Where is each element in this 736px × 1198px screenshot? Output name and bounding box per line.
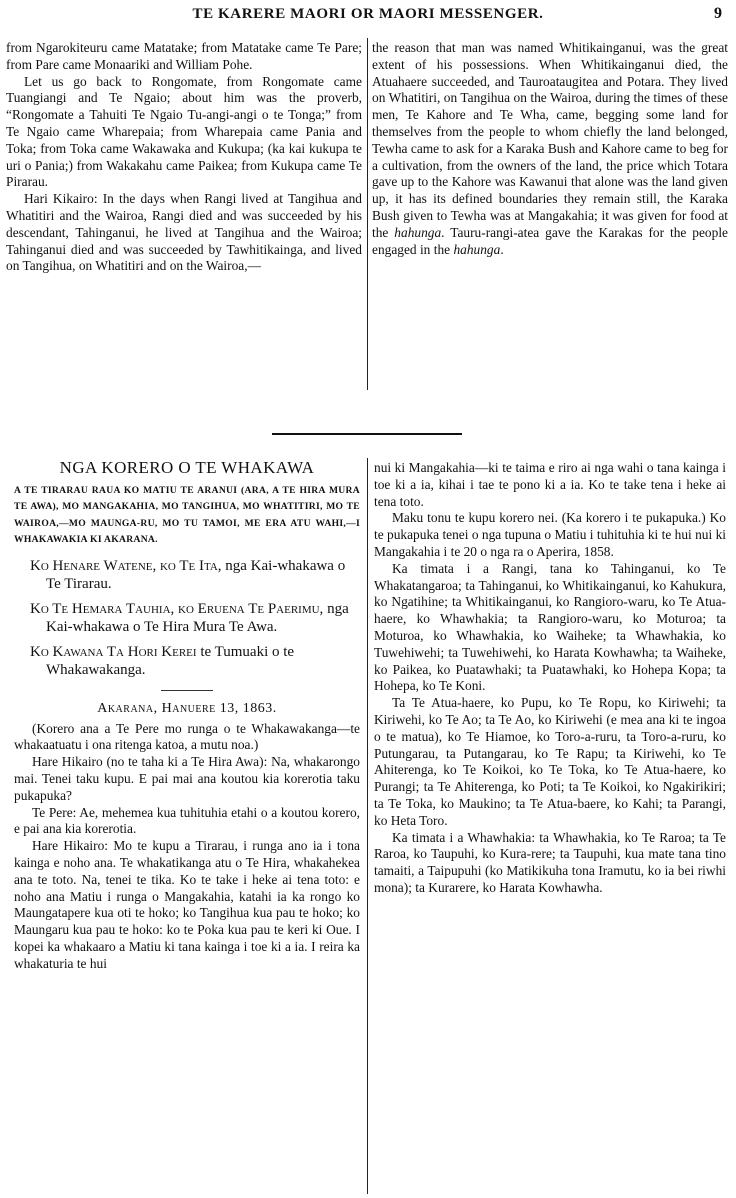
paragraph: nui ki Mangakahia—ki te taima e riro ai nga wahi o tana kainga i toe ki a ia, kihai i tae te pono ki a ia. Ko te take tena i heke ai tena toto. bbox=[374, 460, 726, 509]
paragraph: Ka timata i a Whawhakia: ta Whawhakia, ko Te Raroa; ta Te Raroa, ko Taupuhi, ko Kura-rere; ta Taupuhi, kua mate tana tino tamaiti, a Taipupuhi (ko Matikikuha tona Iramutu, ko ia bei riwhi mona); ta Kurarere, ko Harata Kowhawha. bbox=[374, 829, 726, 895]
paragraph: Maku tonu te kupu korero nei. (Ka korero i te pukapuka.) Ko te pukapuka tenei o nga tupuna o Matiu i tuhituhia ki te hui nui ki Mangakahia i te 20 o nga ra o Aperira, 1858. bbox=[374, 510, 726, 559]
paragraph: Ka timata i a Rangi, tana ko Tahinganui, ko Te Whakatangaroa; ta Tahinganui, ko Whitikainganui, ko Kahukura, ko Ngatihine; ta Whitikainganui, ko Rangioro-waru, ko Te Atua-haere, ko Whawhakia; ta Rangioro-waru, ko Moturoa; ta Moturoa, ko Whawhakia, ko Waiheke; ta Whawhakia, ko Tuwehiwehi; ta Tuwehiwehi, ko Harata Kowhawha; ta Waiheke, ko Paikea, ko Puatawhaki; ta Puatawhaki, ko Hohepa Kopa; ta Hohepa, ko Te Koni. bbox=[374, 560, 726, 694]
paragraph: the reason that man was named Whitikainganui, was the great extent of his possessions. When Whitikainganui died, the Atuahaere succeeded, and Tauroataugitea and Potara. They lived on Whatitiri, on Tangihua on the Wairoa, during the times of these men, Te Kahore and Te Wha, came, begging some land for themselves from the people to whom chiefly the land belonged, Tewha came to ask for a Karaka Bush and Kahore came to beg for a cultivation, from the owners of the land, the price which Totara gave up to the Kahore was Kawanui that alone was the land given up, it has its defined boundaries they remain still, the Karaka Bush given to Tewha was at Mangakahia; it was given for food at the hahunga. Tauru-rangi-atea gave the Karakas for the people engaged in the hahunga. bbox=[372, 40, 728, 257]
page-header bbox=[0, 4, 736, 28]
newspaper-title: TE KARERE MAORI OR MAORI MESSENGER. bbox=[192, 6, 544, 22]
paragraph: Te Pere: Ae, mehemea kua tuhituhia etahi o a koutou korero, e pai ana kia korerotia. bbox=[14, 804, 360, 837]
top-right-column bbox=[372, 40, 728, 258]
column-divider bbox=[367, 38, 368, 390]
paragraph: Hare Hikairo: Mo te kupu a Tirarau, i runga ano ia i tona kainga e noho ana. Te whakatikanga atu o Te Hira, whakahekea ana te toto. Na, tenei te tika. Ko te take i heke ai tena toto: e noho ana Matiu i runga o Mangakahia, katahi ia ka rongo ko Maungatapere kua oti te hoko; ko Tangihua kua pau te hoko; ko Maungaru kua pau te hoko: ko te Poka kua pau te keri ki Oue. I kopei ka whakaaro a Matiu ki tana kainga i toe ki a ia. I reira ka whakaturia te hui bbox=[14, 838, 360, 971]
judge-names: Ko Henare Watene, ko Te Ita, bbox=[30, 557, 222, 574]
paragraph: Let us go back to Rongomate, from Rongomate came Tuangiangi and Te Ngaio; about him was the proverb, “Rongomate a Tahuiti Te Ngaio Tu-angi-angi o te Tonga;” from Te Ngaio came Wharepaia; from Wharepaia came Pania and Toka; from Toka came Wakawaka and Kukupa; (ka kai kukupa te uri o Pania;) from Wakakahu came Paikea; from Kukupa came Te Pirarau. bbox=[6, 73, 362, 190]
story-right-column bbox=[374, 460, 726, 897]
short-rule bbox=[161, 690, 213, 691]
judge-names: Ko Kawana Ta Hori Kerei bbox=[30, 643, 197, 660]
top-left-column bbox=[6, 40, 362, 275]
story-subtitle: A TE TIRARAU RAUA KO MATIU TE ARANUI (ARA, A TE HIRA MURA TE AWA), MO MANGAKAHIA, MO TANGIHUA, MO WHATITIRI, MO TE WAIROA,—MO MAUNGA-RU, MO TU TAMOI, ME ERA ATU WAHI,—I WHAKAWAKIA KI AKARANA. bbox=[14, 484, 360, 546]
page-number: 9 bbox=[714, 5, 722, 22]
judge-role: nga Kai-whakawa o Te Hira Mura Te Awa. bbox=[46, 600, 349, 636]
judge-role: nga Kai-whakawa o Te Tirarau. bbox=[46, 557, 346, 593]
italic-term: hahunga bbox=[453, 241, 501, 257]
judges-entry bbox=[14, 557, 360, 594]
section-separator bbox=[272, 433, 462, 435]
paragraph: Hari Kikairo: In the days when Rangi lived at Tangihua and Whatitiri and the Wairoa, Rangi died and was succeeded by his descendant, Tahinganui, he lived at Tangihua and the Wairoa; Tahinganui died and was succeeded by Tawhitikainga, and lived on Tangihua, on Whatitiri and on the Wairoa,— bbox=[6, 191, 362, 274]
judges-entry bbox=[14, 600, 360, 637]
story-title: NGA KORERO O TE WHAKAWA bbox=[59, 458, 315, 477]
judge-names: Ko Te Hemara Tauhia, ko Eruena Te Paerimu, bbox=[30, 600, 324, 617]
paragraph: (Korero ana a Te Pere mo runga o te Whakawakanga—te whakaatuatu i ona ritenga katoa, a mutu noa.) bbox=[14, 720, 360, 753]
judge-role: te Tumuaki o te Whakawakanga. bbox=[46, 643, 295, 679]
column-divider bbox=[367, 458, 368, 1194]
judges-entry bbox=[14, 643, 360, 680]
story-left-column bbox=[14, 460, 360, 973]
paragraph: Ta Te Atua-haere, ko Pupu, ko Te Ropu, ko Kiriwehi; ta Kiriwehi, ko Te Ao; ta Te Ao, ko Kiriwehi (e mea ana ki te ingoa o te matua), ko Te Hiamoe, ko Toro-a-ruru, ta Toro-a-ruru, ko Putungarau, ta Putangarau, ko Te Rapu; ta Kiriwehi, ko Te Ahiterenga, ko Te Koikoi, ko Te Toka, ko Te Atua-haere, ko Purangi; ta Te Ahiterenga, ko Poti; ta Te Koikoi, ko Ngakirikiri; ta Te Toka, ko Maukino; ta Te Atua-baere, ko Kahi; ta Parangi, ko Heta Toro. bbox=[374, 695, 726, 828]
paragraph: from Ngarokiteuru came Matatake; from Matatake came Te Pare; from Pare came Monaariki and William Pohe. bbox=[6, 40, 362, 72]
dateline: Akarana, Hanuere 13, 1863. bbox=[97, 700, 277, 716]
italic-term: hahunga bbox=[394, 224, 442, 240]
paragraph: Hare Hikairo (no te taha ki a Te Hira Awa): Na, whakarongo mai. Tenei taku kupu. E pai mai ana koutou kia korerotia taku pukapuka? bbox=[14, 754, 360, 803]
